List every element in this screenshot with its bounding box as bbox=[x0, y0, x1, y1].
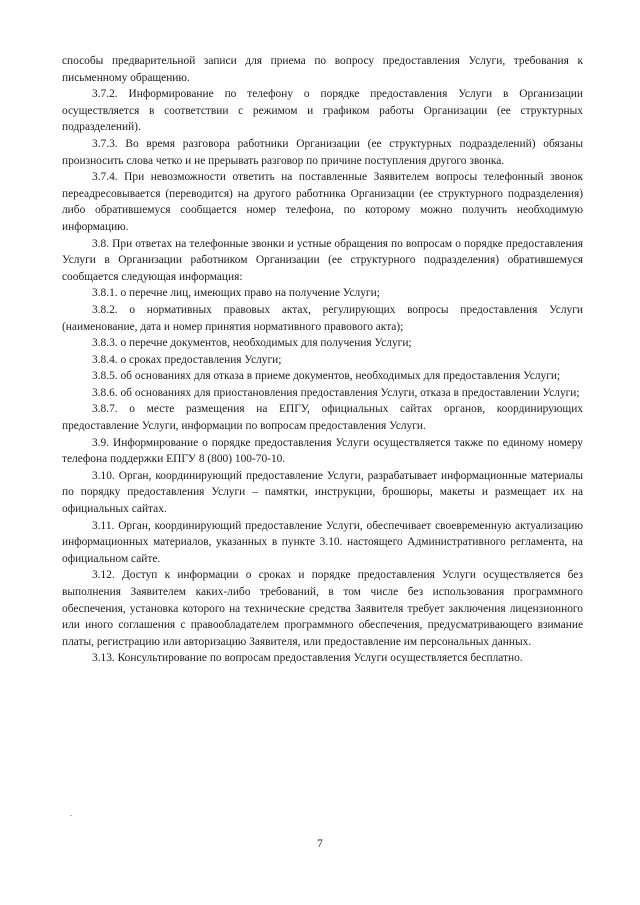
paragraph-continuation: способы предварительной записи для приема по вопросу предоставления Услуги, требования к письменному обращению. bbox=[62, 55, 583, 84]
paragraph-3-8-6: 3.8.6. об основаниях для приостановления предоставления Услуги, отказа в предоставлении Услуги; bbox=[92, 386, 580, 399]
paragraph-3-8-2: 3.8.2. о нормативных правовых актах, регулирующих вопросы предоставления Услуги (наименование, дата и номер принятия нормативного правового акта); bbox=[62, 303, 583, 333]
page-number: 7 bbox=[317, 838, 323, 850]
paragraph-3-8-5: 3.8.5. об основаниях для отказа в приеме документов, необходимых для предоставления Услуги; bbox=[92, 370, 561, 383]
paragraph-3-9: 3.9. Информирование о порядке предоставления Услуги осуществляется также по единому номеру телефона поддержки ЕПГУ 8 (800) 100-70-10. bbox=[62, 436, 583, 466]
paragraph-3-10: 3.10. Орган, координирующий предоставление Услуги, разрабатывает информационные материалы по порядку предоставления Услуги – памятки, инструкции, брошюры, макеты и размещает их на официальных сайтах. bbox=[62, 469, 583, 516]
paragraph-3-7-4: 3.7.4. При невозможности ответить на поставленные Заявителем вопросы телефонный звонок переадресовывается (переводится) на другого работника Организации (ее структурного подразделения) либо обратившемуся сообщается номер телефона, по которому можно получить необходимую информацию. bbox=[62, 171, 583, 233]
paragraph-3-11: 3.11. Орган, координирующий предоставление Услуги, обеспечивает своевременную актуализацию информационных материалов, указанных в пункте 3.10. настоящего Административного регламента, на официальном сайте. bbox=[62, 519, 583, 565]
scan-speck bbox=[70, 815, 72, 816]
paragraph-3-13: 3.13. Консультирование по вопросам предоставления Услуги осуществляется бесплатно. bbox=[92, 652, 523, 665]
paragraph-3-7-3: 3.7.3. Во время разговора работники Организации (ее структурных подразделений) обязаны произносить слова четко и не прерывать разговор по причине поступления другого звонка. bbox=[62, 137, 583, 167]
paragraph-3-8: 3.8. При ответах на телефонные звонки и устные обращения по вопросам о порядке предоставления Услуги в Организации работником Организации (ее структурного подразделения) обратившемуся сообщается следующая информация: bbox=[62, 237, 583, 283]
document-body bbox=[62, 53, 583, 667]
paragraph-3-8-4: 3.8.4. о сроках предоставления Услуги; bbox=[92, 353, 282, 366]
paragraph-3-12: 3.12. Доступ к информации о сроках и порядке предоставления Услуги осуществляется без выполнения Заявителем каких-либо требований, в том числе без использования программного обеспечения, установка которого на технические средства Заявителя требует заключения лицензионного или иного соглашения с правообладателем программного обеспечения, предусматривающего взимание платы, регистрацию или авторизацию Заявителя, или предоставление им персональных данных. bbox=[62, 569, 583, 648]
paragraph-3-8-7: 3.8.7. о месте размещения на ЕПГУ, официальных сайтах органов, координирующих предоставление Услуги, информации по вопросам предоставления Услуги. bbox=[62, 403, 583, 433]
paragraph-3-7-2: 3.7.2. Информирование по телефону о порядке предоставления Услуги в Организации осуществляется в соответствии с режимом и графиком работы Организации (ее структурных подразделений). bbox=[62, 88, 583, 134]
paragraph-3-8-3: 3.8.3. о перечне документов, необходимых для получения Услуги; bbox=[92, 337, 412, 350]
paragraph-3-8-1: 3.8.1. о перечне лиц, имеющих право на получение Услуги; bbox=[92, 287, 380, 300]
